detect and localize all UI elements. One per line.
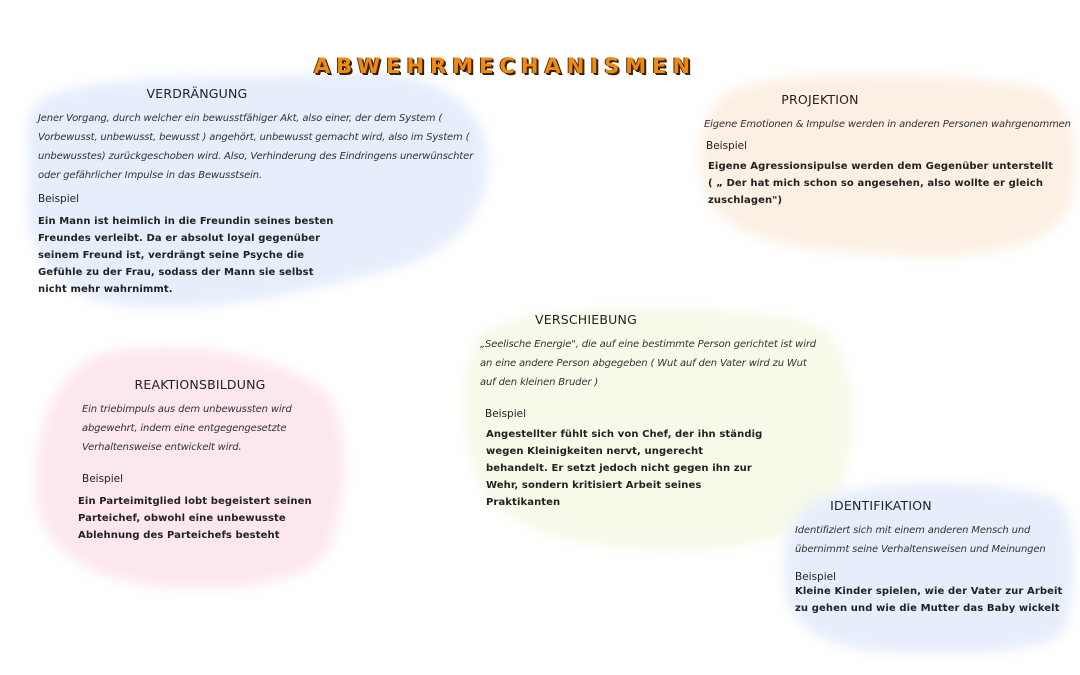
section-projektion — [704, 92, 1072, 209]
section-heading: VERSCHIEBUNG — [535, 312, 637, 327]
beispiel-label: Beispiel — [706, 140, 748, 152]
page-title: ABWEHRMECHANISMEN — [313, 54, 697, 78]
section-description: Identifiziert sich mit einem anderen Mensch und übernimmt seine Verhaltensweisen und Meinungen — [795, 525, 1046, 555]
section-heading: VERDRÄNGUNG — [146, 86, 248, 101]
section-description: Ein triebimpuls aus dem unbewussten wird abgewehrt, indem eine entgegengesetzte Verhaltensweise entwickelt wird. — [82, 404, 292, 453]
section-description: Jener Vorgang, durch welcher ein bewusstfähiger Akt, also einer, der dem System ( Vorbewusst, unbewusst, bewusst ) angehört, unbewusst gemacht wird, also im System ( unbewusstes) zurückgeschoben wird. Also, Verhinderung des Eindringens unerwünschter oder gefährlicher Impulse in das Bewusstsein. — [38, 113, 474, 181]
section-heading: PROJEKTION — [781, 92, 859, 107]
beispiel-label: Beispiel — [38, 193, 80, 205]
section-identifikation — [795, 498, 1065, 617]
beispiel-text: Kleine Kinder spielen, wie der Vater zur Arbeit zu gehen und wie die Mutter das Baby wickelt — [795, 586, 1063, 614]
section-verschiebung — [480, 312, 820, 511]
section-verdraengung — [38, 86, 478, 298]
section-description: „Seelische Energie", die auf eine bestimmte Person gerichtet ist wird an eine andere Person abgegeben ( Wut auf den Vater wird zu Wut auf den kleinen Bruder ) — [480, 339, 816, 388]
beispiel-text: Eigene Agressionsipulse werden dem Gegenüber unterstellt ( „ Der hat mich schon so angesehen, also wollte er gleich zuschlagen") — [708, 161, 1054, 206]
beispiel-label: Beispiel — [795, 571, 837, 583]
beispiel-label: Beispiel — [485, 408, 527, 420]
section-reaktionsbildung — [78, 377, 342, 544]
beispiel-label: Beispiel — [82, 473, 124, 485]
beispiel-text: Angestellter fühlt sich von Chef, der ihn ständig wegen Kleinigkeiten nervt, ungerecht behandelt. Er setzt jedoch nicht gegen ihn zur Wehr, sondern kritisiert Arbeit seines Praktikanten — [486, 429, 763, 508]
beispiel-text: Ein Mann ist heimlich in die Freundin seines besten Freundes verleibt. Da er absolut loyal gegenüber seinem Freund ist, verdrängt seine Psyche die Gefühle zu der Frau, sodass der Mann sie selbst nicht mehr wahrnimmt. — [38, 216, 334, 295]
section-heading: REAKTIONSBILDUNG — [134, 377, 266, 392]
section-heading: IDENTIFIKATION — [830, 498, 932, 513]
beispiel-text: Ein Parteimitglied lobt begeistert seinen Parteichef, obwohl eine unbewusste Ablehnung des Parteichefs besteht — [78, 496, 312, 541]
section-description: Eigene Emotionen & Impulse werden in anderen Personen wahrgenommen — [704, 119, 1071, 130]
